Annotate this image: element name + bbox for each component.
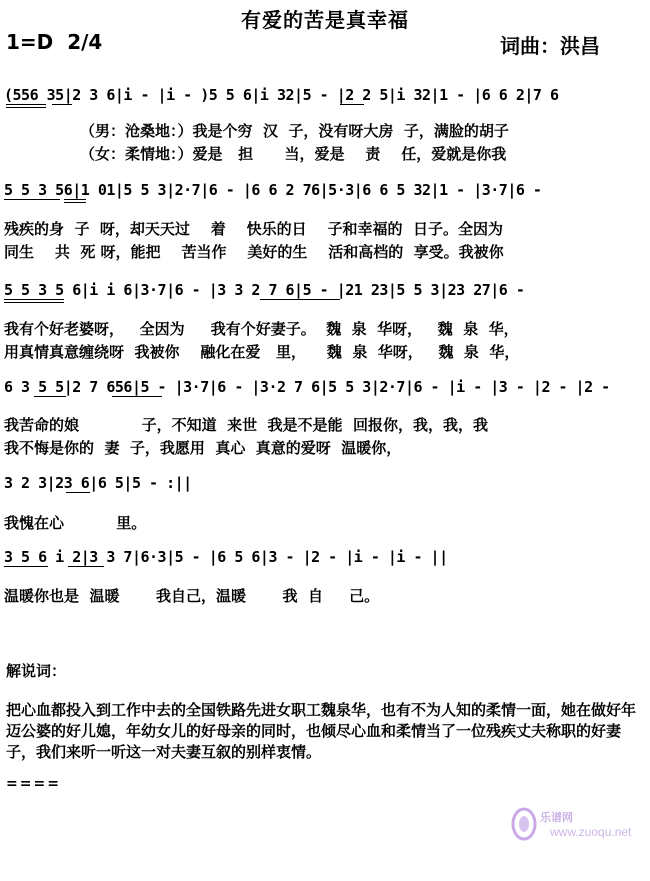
score-line: 3 2 3|23 6|6 5|5 - :|| (4, 474, 192, 492)
lyric-line: （女：柔情地：）爱是 担 当，爱是 责 任，爱就是你我 (80, 145, 507, 163)
explanation-label: 解说词： (6, 662, 67, 680)
score-line: 5 5 3 5 6|i i 6|3·7|6 - |3 3 2 7 6|5 - |21 23|5 5 3|23 27|6 - (4, 281, 525, 299)
lyric-line: 我苦命的娘 子，不知道 来世 我是不是能 回报你，我，我，我 (4, 416, 489, 434)
score-line: (556 35|2 3 6|i - |i - )5 5 6|i 32|5 - |2 2 5|i 32|1 - |6 6 2|7 6 (4, 86, 559, 104)
lyric-line: 我不悔是你的 妻 子，我愿用 真心 真意的爱呀 温暖你， (4, 439, 402, 457)
lyric-line: （男：沧桑地：）我是个穷 汉 子，没有呀大房 子，满脸的胡子 (80, 122, 509, 140)
credit: 词曲：洪昌 (500, 34, 600, 58)
lyric-line: 同生 共 死 呀，能把 苦当作 美好的生 活和高档的 享受。我被你 (4, 243, 504, 261)
score-line: 3 5 6 i 2|3 3 7|6·3|5 - |6 5 6|3 - |2 - |i - |i - || (4, 548, 448, 566)
lyric-line: 残疾的身 子 呀，却天天过 着 快乐的日 子和幸福的 日子。全因为 (4, 220, 504, 238)
watermark-logo (510, 805, 645, 843)
lyric-line: 我有个好老婆呀， 全因为 我有个好妻子。 魏 泉 华呀， 魏 泉 华， (4, 320, 519, 338)
logo-icon (510, 807, 538, 841)
lyric-line: 用真情真意缠绕呀 我被你 融化在爱 里， 魏 泉 华呀， 魏 泉 华， (4, 343, 520, 361)
watermark-label: 乐谱网 (540, 812, 573, 824)
page-title: 有爱的苦是真幸福 (241, 8, 409, 32)
score-line: 6 3 5 5|2 7 656|5 - |3·7|6 - |3·2 7 6|5 5 3|2·7|6 - |i - |3 - |2 - |2 - (4, 378, 610, 396)
key-signature: 1=D 2/4 (6, 30, 103, 54)
separator: ==== (6, 776, 61, 792)
explanation-text: 把心血都投入到工作中去的全国铁路先进女职工魏泉华，也有不为人知的柔情一面，她在做好年迈公婆的好儿媳，年幼女儿的好母亲的同时，也倾尽心血和柔情当了一位残疾丈夫称职的好妻子，我们来听一听这一对夫妻互叙的别样衷情。 (6, 701, 637, 761)
score-line: 5 5 3 56|1 01|5 5 3|2·7|6 - |6 6 2 76|5·3|6 6 5 32|1 - |3·7|6 - (4, 181, 542, 199)
lyric-line: 温暖你也是 温暖 我自己，温暖 我 自 己。 (4, 587, 380, 605)
lyric-line: 我愧在心 里。 (4, 514, 147, 532)
watermark-url: www.zuoqu.net (550, 825, 632, 839)
